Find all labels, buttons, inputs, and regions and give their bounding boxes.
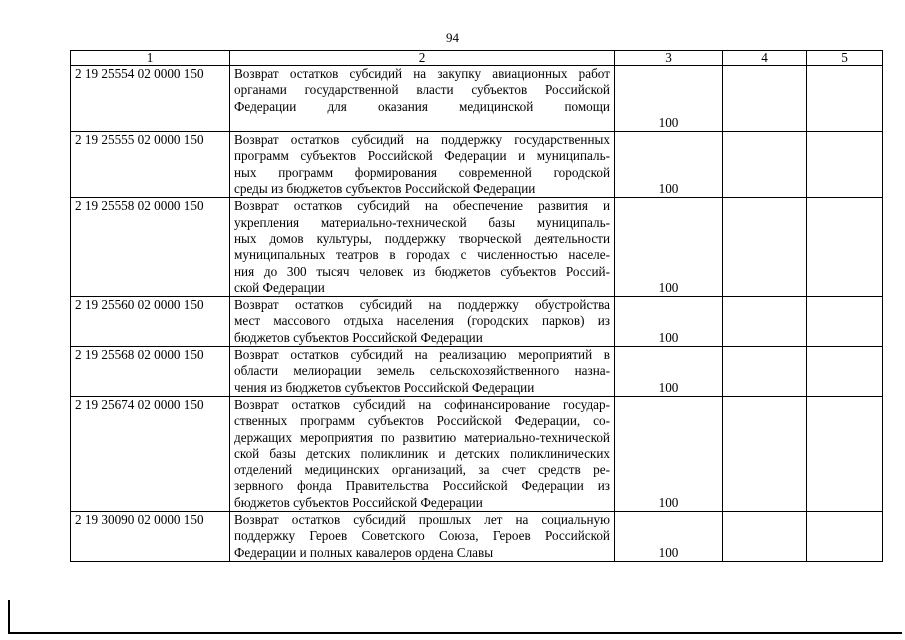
description-line: ния до 300 тысяч человек из бюджетов субъектов Россий- [234,263,610,279]
value-cell-column-5 [807,396,883,511]
value-cell-column-4 [723,396,807,511]
table-row [71,66,883,132]
budget-code-cell: 2 19 25560 02 0000 150 [71,297,230,347]
value-cell-column-5 [807,132,883,198]
value-cell-column-5 [807,512,883,562]
description-line: чения из бюджетов субъектов Российской Федерации [234,379,535,395]
description-line: зервного фонда Правительства Российской Федерации из [234,478,610,494]
value-cell-column-5 [807,297,883,347]
budget-code-cell: 2 19 25674 02 0000 150 [71,396,230,511]
description-line: ных домов культуры, поддержку творческой деятельности [234,230,610,246]
description-line: укрепления материально-технической базы муниципаль- [234,214,610,230]
description-line: мест массового отдыха населения (городских парков) из [234,313,610,329]
table-row [71,198,883,297]
description-cell [230,132,615,198]
description-line: Возврат остатков субсидий на реализацию мероприятий в [234,347,610,363]
page-number: 94 [446,30,459,45]
description-cell [230,297,615,347]
value-cell-column-5 [807,198,883,297]
description-line [234,115,610,131]
value-cell-column-3: 100 [615,347,723,397]
value-cell-column-4 [723,512,807,562]
left-border-line [8,600,10,634]
description-cell [230,66,615,132]
value-cell-column-3: 100 [615,198,723,297]
budget-code-cell: 2 19 25554 02 0000 150 [71,66,230,132]
column-header-4: 4 [723,51,807,66]
description-cell [230,512,615,562]
table-row [71,132,883,198]
description-line: отделений медицинских организаций, за счет средств ре- [234,462,610,478]
description-line: муниципальных театров в городах с численностью населе- [234,247,610,263]
value-cell-column-5 [807,66,883,132]
budget-code-cell: 2 19 25555 02 0000 150 [71,132,230,198]
description-line: ской Федерации [234,279,325,295]
description-line: ственных программ субъектов Российской Федерации, со- [234,413,610,429]
description-line: Возврат остатков субсидий прошлых лет на социальную [234,512,610,528]
value-cell-column-4 [723,297,807,347]
value-cell-column-4 [723,132,807,198]
column-header-5: 5 [807,51,883,66]
value-cell-column-3: 100 [615,396,723,511]
value-cell-column-3: 100 [615,512,723,562]
description-line: Возврат остатков субсидий на закупку авиационных работ [234,66,610,81]
description-line: Возврат остатков субсидий на софинансирование государ- [234,396,610,412]
description-line: Возврат остатков субсидий на поддержку государственных [234,132,610,148]
description-line: Возврат остатков субсидий на поддержку обустройства [234,297,610,313]
description-line: держащих мероприятия по развитию материально-технической [234,429,610,445]
table-row [71,396,883,511]
table-row [71,512,883,562]
description-line: ской базы детских поликлиник и детских поликлинических [234,445,610,461]
budget-code-cell: 2 19 25558 02 0000 150 [71,198,230,297]
value-cell-column-3: 100 [615,66,723,132]
description-cell [230,396,615,511]
description-line: Возврат остатков субсидий на обеспечение развития и [234,198,610,214]
description-line: бюджетов субъектов Российской Федерации [234,329,483,345]
description-line: области мелиорации земель сельскохозяйственного назна- [234,363,610,379]
value-cell-column-4 [723,198,807,297]
description-line: Федерации для оказания медицинской помощи [234,98,610,114]
value-cell-column-4 [723,347,807,397]
budget-code-cell: 2 19 30090 02 0000 150 [71,512,230,562]
value-cell-column-3: 100 [615,132,723,198]
value-cell-column-4 [723,66,807,132]
budget-code-cell: 2 19 25568 02 0000 150 [71,347,230,397]
column-header-1: 1 [71,51,230,66]
description-line: бюджетов субъектов Российской Федерации [234,494,483,510]
description-line: среды из бюджетов субъектов Российской Федерации [234,181,536,197]
table-row [71,347,883,397]
bottom-border-line [8,632,902,634]
description-line: органами государственной власти субъектов Российской [234,82,610,98]
column-header-3: 3 [615,51,723,66]
description-line: ных программ формирования современной городской [234,164,610,180]
description-line: программ субъектов Российской Федерации и муниципаль- [234,148,610,164]
value-cell-column-5 [807,347,883,397]
value-cell-column-3: 100 [615,297,723,347]
table-row [71,297,883,347]
description-cell [230,198,615,297]
description-line: Федерации и полных кавалеров ордена Славы [234,544,494,560]
description-line: поддержку Героев Советского Союза, Героев Российской [234,528,610,544]
budget-table [70,50,883,562]
column-header-2: 2 [230,51,615,66]
header-row [71,51,883,66]
description-cell [230,347,615,397]
